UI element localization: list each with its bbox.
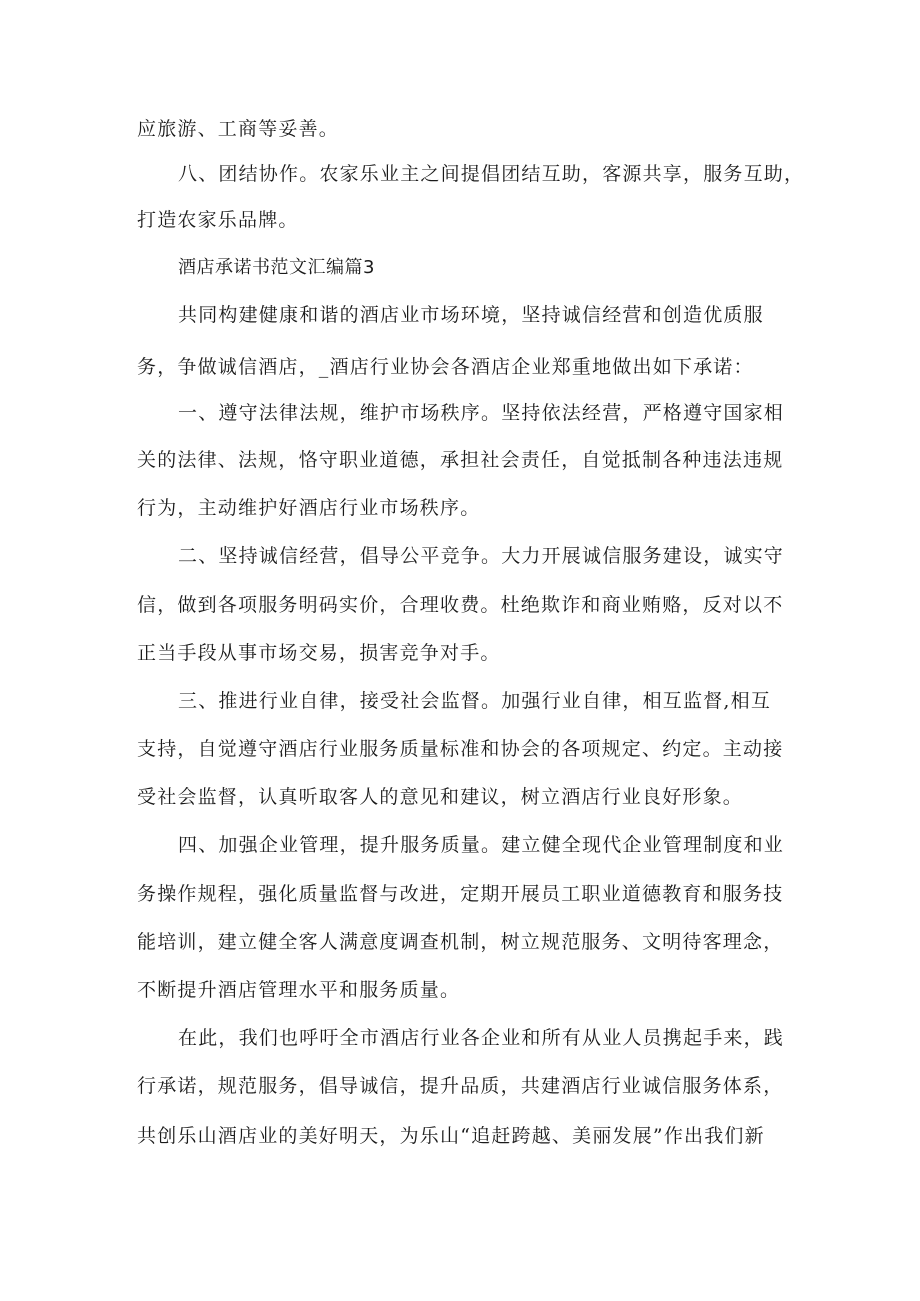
text-line: 打造农家乐品牌。 (137, 209, 299, 231)
text-line: 支持，自觉遵守酒店行业服务质量标准和协会的各项规定、约定。主动接 (137, 738, 784, 760)
text-line: 正当手段从事市场交易，损害竞争对手。 (137, 642, 501, 664)
paragraph-first-line: 在此，我们也呼吁全市酒店行业各企业和所有从业人员携起手来，践 (178, 1027, 785, 1049)
text-line: 务，争做诚信酒店，_酒店行业协会各酒店企业郑重地做出如下承诺： (137, 356, 754, 378)
paragraph-first-line: 四、加强企业管理，提升服务质量。建立健全现代企业管理制度和业 (178, 834, 785, 856)
text-line: 信，做到各项服务明码实价，合理收费。杜绝欺诈和商业贿赂，反对以不 (137, 594, 784, 616)
text-line: 共创乐山酒店业的美好明天，为乐山“追赶跨越、美丽发展”作出我们新 (137, 1125, 765, 1147)
paragraph-first-line: 二、坚持诚信经营，倡导公平竞争。大力开展诚信服务建设，诚实守 (178, 545, 785, 567)
text-line: 不断提升酒店管理水平和服务质量。 (137, 979, 461, 1001)
paragraph-first-line: 一、遵守法律法规，维护市场秩序。坚持依法经营，严格遵守国家相 (178, 402, 785, 424)
text-line: 应旅游、工商等妥善。 (137, 118, 340, 140)
text-line: 务操作规程，强化质量监督与改进，定期开展员工职业道德教育和服务技 (137, 883, 784, 905)
paragraph-first-line: 八、团结协作。农家乐业主之间提倡团结互助，客源共享，服务互助， (178, 163, 805, 185)
paragraph-first-line: 共同构建健康和谐的酒店业市场环境，坚持诚信经营和创造优质服 (178, 304, 764, 326)
text-line: 行为，主动维护好酒店行业市场秩序。 (137, 497, 481, 519)
text-line: 能培训，建立健全客人满意度调查机制，树立规范服务、文明待客理念， (137, 931, 784, 953)
text-line: 受社会监督，认真听取客人的意见和建议，树立酒店行业良好形象。 (137, 786, 744, 808)
section-heading: 酒店承诺书范文汇编篇3 (178, 257, 375, 278)
paragraph-first-line: 三、推进行业自律，接受社会监督。加强行业自律，相互监督,相互 (178, 690, 772, 712)
text-line: 行承诺，规范服务，倡导诚信，提升品质，共建酒店行业诚信服务体系， (137, 1075, 784, 1097)
text-line: 关的法律、法规，恪守职业道德，承担社会责任，自觉抵制各种违法违规 (137, 449, 784, 471)
